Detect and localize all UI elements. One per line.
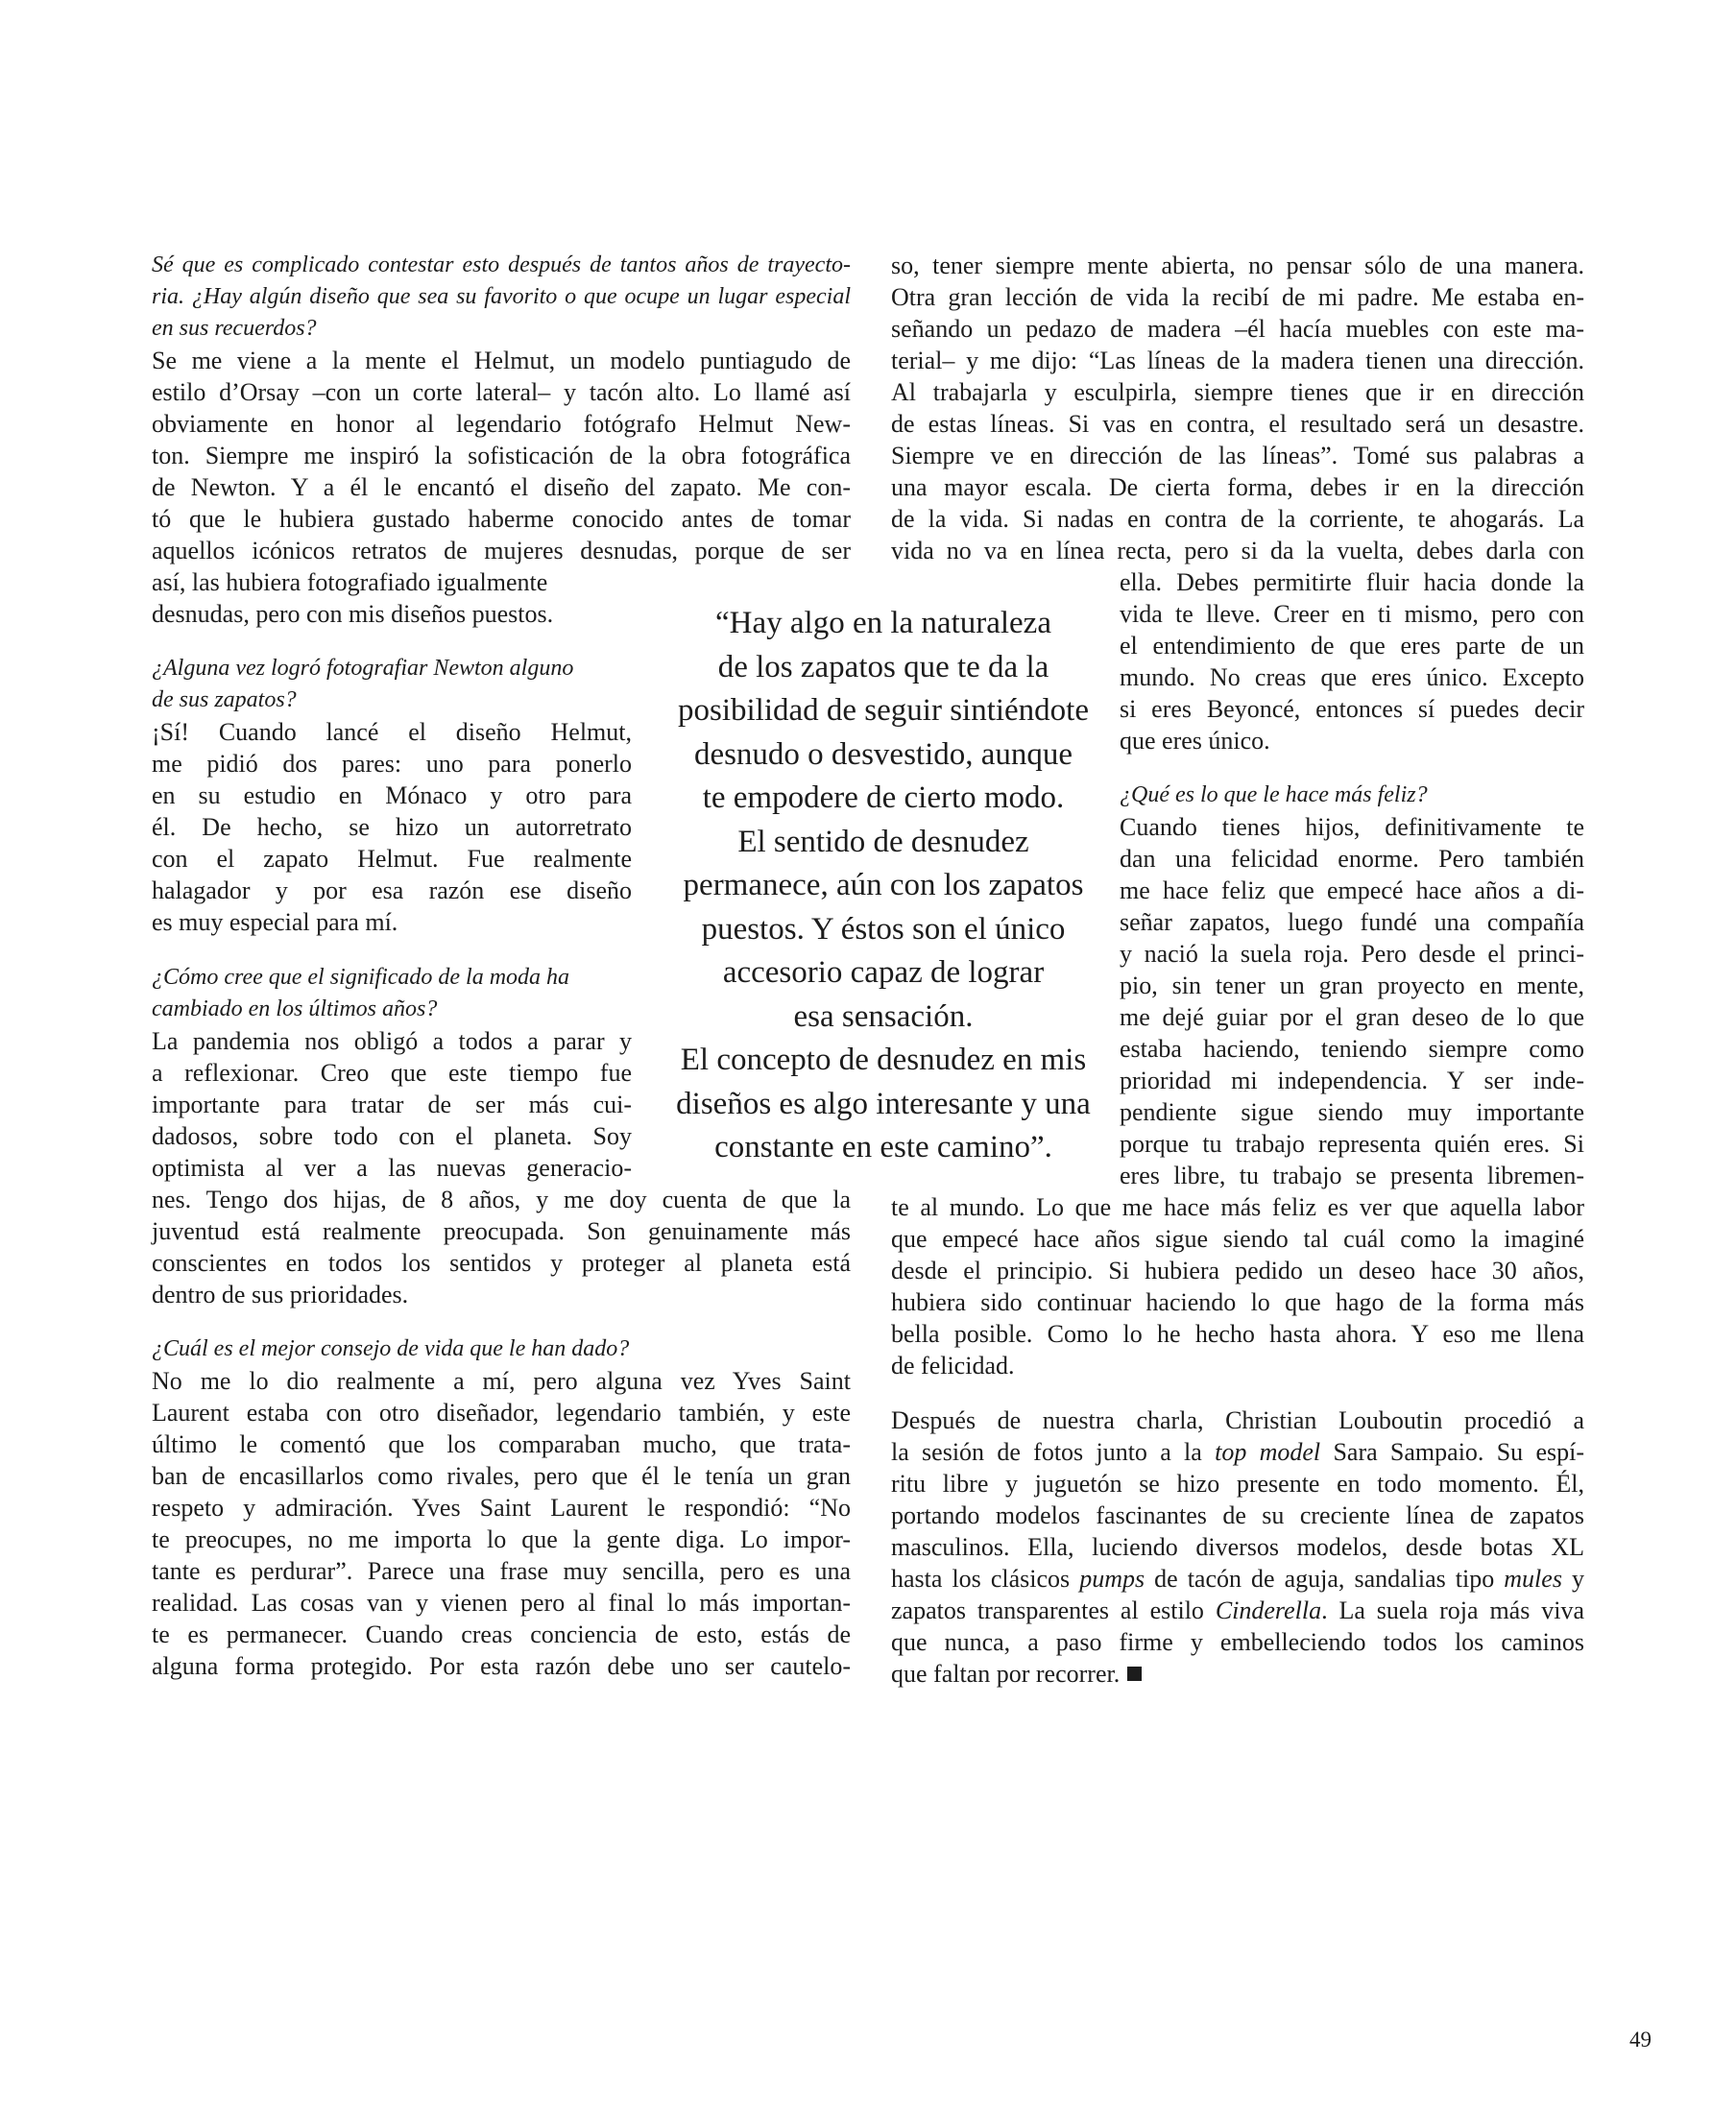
pull-quote-line: esa sensación. [793,998,974,1034]
body-text-line: Otra gran lección de vida la recibí de mi padre. Me estaba en- [891,283,1584,311]
body-text-line: último le comentó que los comparaban mucho, que trata- [152,1430,851,1458]
body-text-line: Se me viene a la mente el Helmut, un modelo puntiagudo de [152,347,851,374]
body-text-line: me pidió dos pares: uno para ponerlo [152,750,632,778]
end-of-article-mark [1127,1667,1142,1681]
body-text-line: de estas líneas. Si vas en contra, el resultado será un desastre. [891,410,1584,438]
body-text-line: en su estudio en Mónaco y otro para [152,781,632,809]
pull-quote-line: El sentido de desnudez [737,824,1029,859]
body-text-line: respeto y admiración. Yves Saint Laurent le respondió: “No [152,1494,851,1522]
body-text-line: te preocupes, no me importa lo que la gente diga. Lo impor- [152,1525,851,1553]
body-text-line: hasta los clásicos pumps de tacón de aguja, sandalias tipo mules y [891,1565,1584,1593]
body-text-line: halagador y por esa razón ese diseño [152,876,632,904]
body-text-line: desde el principio. Si hubiera pedido un deseo hace 30 años, [891,1257,1584,1284]
body-text-line: te al mundo. Lo que me hace más feliz es ver que aquella labor [891,1193,1584,1221]
body-text-line: porque tu trabajo representa quién eres. Si [1120,1130,1584,1158]
pull-quote-line: El concepto de desnudez en mis [680,1043,1087,1077]
body-text-line: de felicidad. [891,1352,1015,1380]
body-text-line: dentro de sus prioridades. [152,1281,409,1308]
body-text-line: que nunca, a paso firme y embelleciendo todos los caminos [891,1628,1584,1656]
body-text-line: zapatos transparentes al estilo Cinderella. La suela roja más viva [891,1596,1584,1624]
pull-quote-line: de los zapatos que te da la [717,649,1049,684]
body-text-line: importante para tratar de ser más cui- [152,1091,632,1118]
interview-question-line: en sus recuerdos? [152,316,317,341]
body-text-line: Al trabajarla y esculpirla, siempre tienes que ir en dirección [891,378,1584,406]
pull-quote-line: posibilidad de seguir sintiéndote [677,693,1090,728]
pull-quote-line: permanece, aún con los zapatos [683,868,1084,902]
body-text-line: portando modelos fascinantes de su creciente línea de zapatos [891,1501,1584,1529]
body-text-line: alguna forma protegido. Por esta razón debe uno ser cautelo- [152,1652,851,1680]
body-text-line: que empecé hace años sigue siendo tal cuál como la imaginé [891,1225,1584,1253]
body-text-line: te es permanecer. Cuando creas conciencia de esto, estás de [152,1620,851,1648]
interview-question-line: ria. ¿Hay algún diseño que sea su favorito o que ocupe un lugar especial [152,284,851,309]
body-text-line: ritu libre y juguetón se hizo presente en todo momento. Él, [891,1470,1584,1498]
body-text-line: pendiente sigue siendo muy importante [1120,1098,1584,1126]
body-text-line: me hace feliz que empecé hace años a di- [1120,876,1584,904]
body-text-line: si eres Beyoncé, entonces sí puedes decir [1120,695,1584,723]
pull-quote-line: accesorio capaz de lograr [722,955,1045,990]
body-text-line: ella. Debes permitirte fluir hacia donde la [1120,568,1584,596]
body-text-line: la sesión de fotos junto a la top model Sara Sampaio. Su espí- [891,1438,1585,1466]
pull-quote-line: constante en este camino”. [714,1130,1052,1164]
pull-quote-line: diseños es algo interesante y una [676,1086,1091,1121]
interview-question-line: ¿Cómo cree que el significado de la moda ha [152,965,570,990]
body-text-line: Después de nuestra charla, Christian Louboutin procedió a [891,1406,1584,1434]
body-text-line: él. De hecho, se hizo un autorretrato [152,813,632,841]
body-text-line: pio, sin tener un gran proyecto en mente, [1120,972,1584,999]
body-text-line: de la vida. Si nadas en contra de la corriente, te ahogarás. La [891,505,1584,533]
body-text-line: nes. Tengo dos hijas, de 8 años, y me doy cuenta de que la [152,1186,851,1213]
body-text-line: vida no va en línea recta, pero si da la vuelta, debes darla con [891,537,1584,564]
body-text-line: so, tener siempre mente abierta, no pensar sólo de una manera. [891,252,1584,279]
body-text-line: con el zapato Helmut. Fue realmente [152,845,632,873]
body-text-line: estaba haciendo, teniendo siempre como [1120,1035,1584,1063]
body-text-line: estilo d’Orsay –con un corte lateral– y tacón alto. Lo llamé así [152,378,851,406]
body-text-line: ton. Siempre me inspiró la sofisticación de la obra fotográfica [152,442,851,469]
body-text-line: Siempre ve en dirección de las líneas”. Tomé sus palabras a [891,442,1584,469]
interview-question-line: ¿Cuál es el mejor consejo de vida que le han dado? [152,1336,630,1361]
body-text-line: dadosos, sobre todo con el planeta. Soy [152,1122,632,1150]
interview-question-line: cambiado en los últimos años? [152,996,438,1021]
body-text-line: hubiera sido continuar haciendo lo que hago de la forma más [891,1288,1584,1316]
body-text-line: ban de encasillarlos como rivales, pero que él le tenía un gran [152,1462,851,1490]
body-text-line: aquellos icónicos retratos de mujeres desnudas, porque de ser [152,537,851,564]
body-text-line: señando un pedazo de madera –él hacía muebles con este ma- [891,315,1584,343]
body-text-line: terial– y me dijo: “Las líneas de la madera tienen una dirección. [891,347,1584,374]
body-text-line: juventud está realmente preocupada. Son genuinamente más [152,1217,851,1245]
body-text-line: de Newton. Y a él le encantó el diseño del zapato. Me con- [152,473,851,501]
interview-question-line: de sus zapatos? [152,687,297,712]
body-text-line: a reflexionar. Creo que este tiempo fue [152,1059,632,1087]
page-number: 49 [1629,2028,1652,2052]
body-text-line: así, las hubiera fotografiado igualmente [152,568,548,596]
interview-question-line: Sé que es complicado contestar esto después de tantos años de trayecto- [152,252,851,277]
body-text-line: una mayor escala. De cierta forma, debes ir en la dirección [891,473,1584,501]
body-text-line: obviamente en honor al legendario fotógrafo Helmut New- [152,410,851,438]
body-text-line: desnudas, pero con mis diseños puestos. [152,600,554,628]
pull-quote-line: puestos. Y éstos son el único [701,911,1066,947]
body-text-line: eres libre, tu trabajo se presenta libremen- [1120,1162,1584,1189]
body-text-line: optimista al ver a las nuevas generacio- [152,1154,632,1182]
body-text-line: y nació la suela roja. Pero desde el princi- [1120,940,1584,968]
body-text-line: masculinos. Ella, luciendo diversos modelos, desde botas XL [891,1533,1584,1561]
body-text-line: Cuando tienes hijos, definitivamente te [1120,813,1584,841]
body-text-line: vida te lleve. Creer en ti mismo, pero con [1120,600,1584,628]
body-text-line: No me lo dio realmente a mí, pero alguna vez Yves Saint [152,1367,851,1395]
body-text-line: bella posible. Como lo he hecho hasta ahora. Y eso me llena [891,1320,1584,1348]
body-text-line: tante es perdurar”. Parece una frase muy sencilla, pero es una [152,1557,851,1585]
interview-question-line: ¿Qué es lo que le hace más feliz? [1120,782,1428,807]
body-text-line: el entendimiento de que eres parte de un [1120,632,1584,660]
body-text-line: es muy especial para mí. [152,908,398,936]
body-text-line: que eres único. [1120,727,1270,755]
body-text-line: dan una felicidad enorme. Pero también [1120,845,1584,873]
body-text-line: realidad. Las cosas van y vienen pero al final lo más importan- [152,1589,851,1617]
body-text-line: conscientes en todos los sentidos y proteger al planeta está [152,1249,851,1277]
pull-quote-line: “Hay algo en la naturaleza [715,606,1051,640]
pull-quote-line: te empodere de cierto modo. [702,780,1065,815]
pull-quote-line: desnudo o desvestido, aunque [693,736,1073,772]
body-text-line: mundo. No creas que eres único. Excepto [1120,663,1584,691]
body-text-line: tó que le hubiera gustado haberme conocido antes de tomar [152,505,851,533]
body-text-line: que faltan por recorrer. [891,1658,1584,1690]
body-text-line: Laurent estaba con otro diseñador, legendario también, y este [152,1399,851,1427]
body-text-line: me dejé guiar por el gran deseo de lo que [1120,1003,1584,1031]
body-text-line: prioridad mi independencia. Y ser inde- [1120,1067,1584,1094]
interview-question-line: ¿Alguna vez logró fotografiar Newton alguno [152,656,574,681]
body-text-line: señar zapatos, luego fundé una compañía [1120,908,1584,936]
body-text-line: ¡Sí! Cuando lancé el diseño Helmut, [152,718,632,746]
body-text-line: La pandemia nos obligó a todos a parar y [152,1027,632,1055]
